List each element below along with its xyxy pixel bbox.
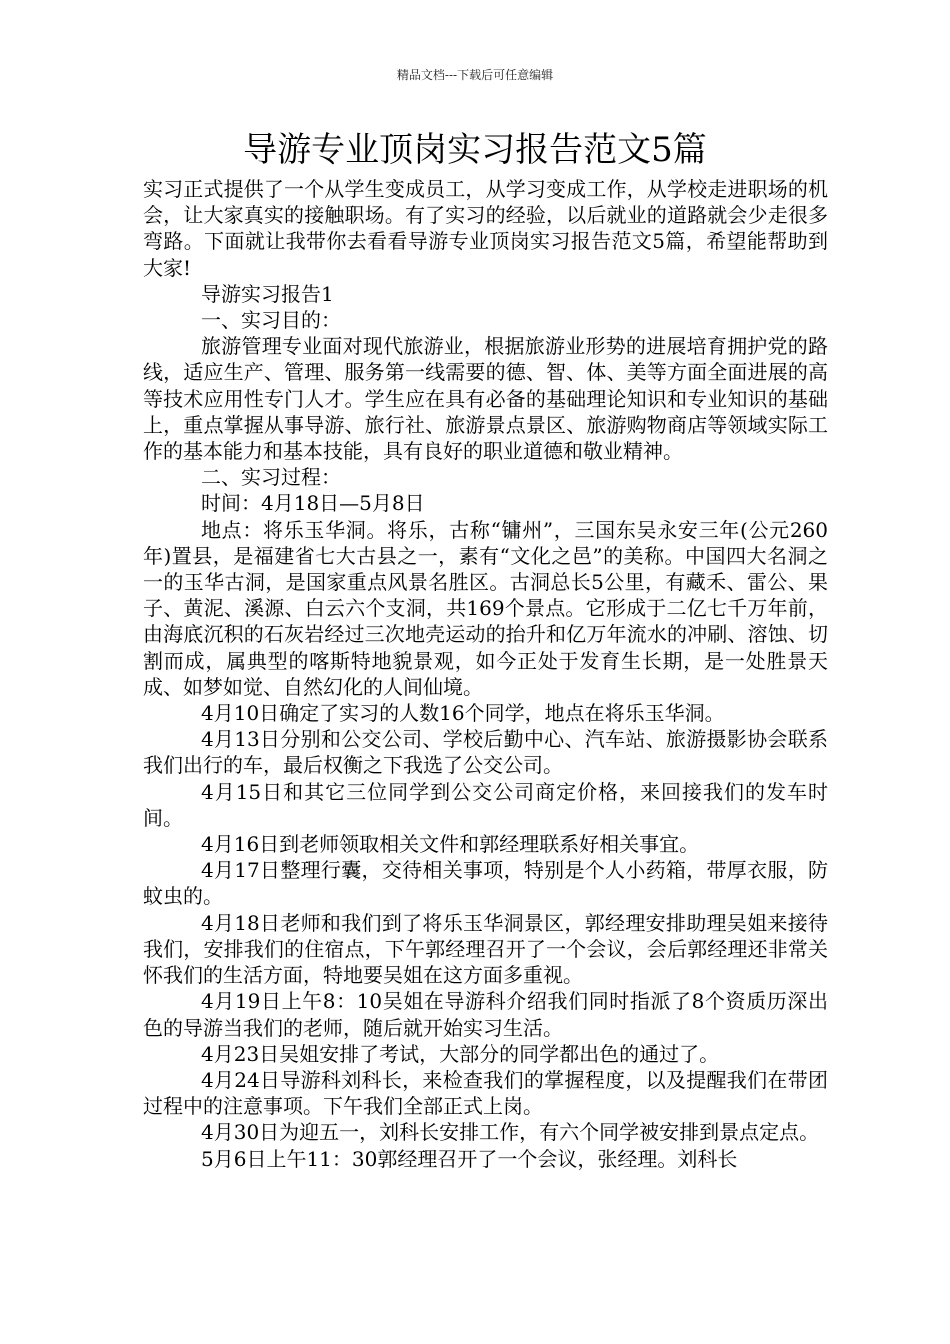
body-paragraph: 4月13日分别和公交公司、学校后勤中心、汽车站、旅游摄影协会联系我们出行的车，最后权衡之下我选了公交公司。 [143, 727, 828, 778]
body-paragraph: 旅游管理专业面对现代旅游业，根据旅游业形势的进展培育拥护党的路线，适应生产、管理、服务第一线需要的德、智、体、美等方面全面进展的高等技术应用性专门人才。学生应在具有必备的基础理论知识和专业知识的基础上，重点掌握从事导游、旅行社、旅游景点景区、旅游购物商店等领域实际工作的基本能力和基本技能，具有良好的职业道德和敬业精神。 [143, 334, 828, 464]
report-heading: 导游实习报告1 [201, 281, 334, 306]
body-paragraph: 4月24日导游科刘科长，来检查我们的掌握程度，以及提醒我们在带团过程中的注意事项。下午我们全部正式上岗。 [143, 1067, 828, 1119]
body-paragraph: 4月18日老师和我们到了将乐玉华洞景区，郭经理安排助理吴姐来接待我们，安排我们的住宿点，下午郭经理召开了一个会议，会后郭经理还非常关怀我们的生活方面，特地要吴姐在这方面多重视。 [143, 910, 828, 988]
body-paragraph: 4月10日确定了实习的人数16个同学，地点在将乐玉华洞。 [201, 701, 725, 726]
body-paragraph: 4月30日为迎五一，刘科长安排工作，有六个同学被安排到景点定点。 [201, 1120, 820, 1145]
body-paragraph: 地点：将乐玉华洞。将乐，古称“镛州”，三国东吴永安三年(公元260年)置县，是福建省七大古县之一，素有“文化之邑”的美称。中国四大名洞之一的玉华古洞，是国家重点风景名胜区。古洞总长5公里，有藏禾、雷公、果子、黄泥、溪源、白云六个支洞，共169个景点。它形成于二亿七千万年前，由海底沉积的石灰岩经过三次地壳运动的抬升和亿万年流水的冲刷、溶蚀、切割而成，属典型的喀斯特地貌景观，如今正处于发育生长期，是一处胜景天成、如梦如觉、自然幻化的人间仙境。 [143, 517, 828, 699]
body-paragraph: 时间：4月18日—5月8日 [201, 491, 425, 516]
body-paragraph: 4月19日上午8：10吴姐在导游科介绍我们同时指派了8个资质历深出色的导游当我们的老师，随后就开始实习生活。 [143, 989, 828, 1040]
body-paragraph: 4月23日吴姐安排了考试，大部分的同学都出色的通过了。 [201, 1041, 720, 1066]
section-heading-purpose: 一、实习目的： [201, 308, 341, 333]
intro-paragraph: 实习正式提供了一个从学生变成员工，从学习变成工作，从学校走进职场的机会，让大家真实的接触职场。有了实习的经验，以后就业的道路就会少走很多弯路。下面就让我带你去看看导游专业顶岗实习报告范文5篇，希望能帮助到大家! [143, 177, 828, 280]
body-paragraph: 4月15日和其它三位同学到公交公司商定价格，来回接我们的发车时间。 [143, 779, 828, 830]
body-paragraph: 4月17日整理行囊，交待相关事项，特别是个人小药箱，带厚衣服，防蚊虫的。 [143, 858, 828, 909]
body-paragraph: 5月6日上午11：30郭经理召开了一个会议，张经理。刘科长 [201, 1146, 738, 1171]
document-body [143, 176, 828, 1172]
section-heading-process: 二、实习过程： [201, 465, 341, 490]
document-title: 导游专业顶岗实习报告范文5篇 [243, 130, 707, 170]
page-header: 精品文档---下载后可任意编辑 [396, 68, 554, 82]
body-paragraph: 4月16日到老师领取相关文件和郭经理联系好相关事宜。 [201, 832, 700, 857]
